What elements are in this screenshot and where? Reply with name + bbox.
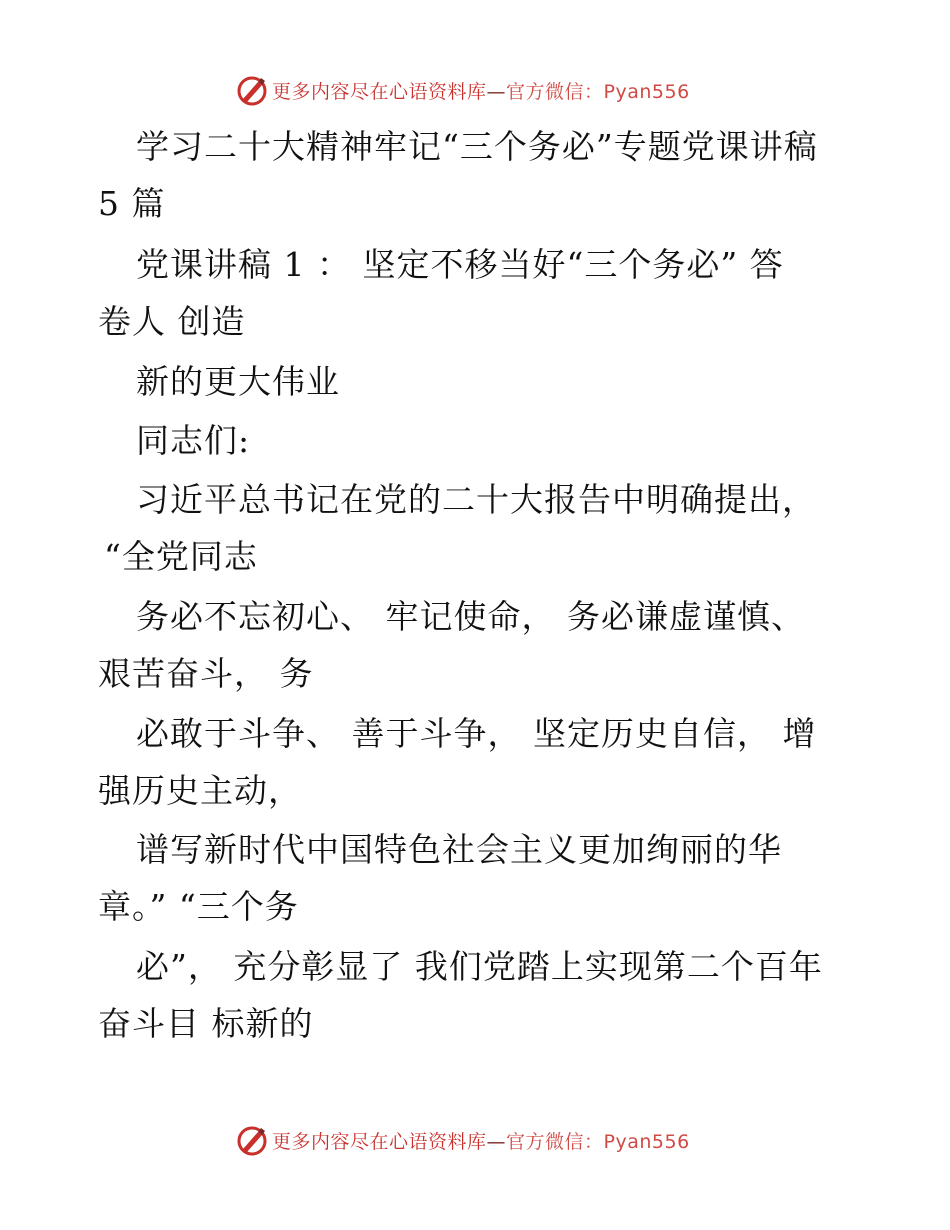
paragraph-line: 艰苦奋斗， 务: [98, 654, 314, 693]
banner-site-name: 更多内容尽在心语资料库: [272, 80, 487, 103]
salutation: 同志们:: [136, 421, 251, 460]
section-heading-line-2: 卷人 创造: [98, 302, 246, 341]
banner-wechat: 官方微信：Pyan556: [506, 1130, 690, 1153]
pen-logo-icon: [236, 1124, 268, 1156]
banner-dash: —: [486, 1130, 507, 1153]
section-heading-line-3: 新的更大伟业: [136, 362, 340, 401]
paragraph-line: 必”， 充分彰显了 我们党踏上实现第二个百年: [136, 947, 823, 986]
footer-banner: [236, 1123, 690, 1157]
section-heading-line-1: 党课讲稿 1 ： 坚定不移当好“三个务必” 答: [136, 245, 784, 284]
paragraph-line: 强历史主动，: [98, 771, 302, 810]
paragraph-line: 习近平总书记在党的二十大报告中明确提出，: [136, 480, 816, 519]
header-banner: [236, 73, 690, 107]
paragraph-line: 必敢于斗争、 善于斗争， 坚定历史自信， 增: [136, 714, 817, 753]
document-title-line-1: 学习二十大精神牢记“三个务必”专题党课讲稿: [136, 127, 818, 166]
banner-site-name: 更多内容尽在心语资料库: [272, 1130, 487, 1153]
paragraph-line: 奋斗目 标新的: [98, 1004, 314, 1043]
banner-wechat: 官方微信：Pyan556: [506, 80, 690, 103]
pen-logo-icon: [236, 74, 268, 106]
banner-dash: —: [486, 80, 507, 103]
paragraph-line: 谱写新时代中国特色社会主义更加绚丽的华: [136, 830, 782, 869]
paragraph-line: 章。” “三个务: [98, 887, 299, 926]
document-title-line-2: 5 篇: [98, 184, 166, 223]
paragraph-line: 务必不忘初心、 牢记使命， 务必谦虚谨慎、: [136, 597, 805, 636]
paragraph-line: “全党同志: [104, 537, 258, 576]
